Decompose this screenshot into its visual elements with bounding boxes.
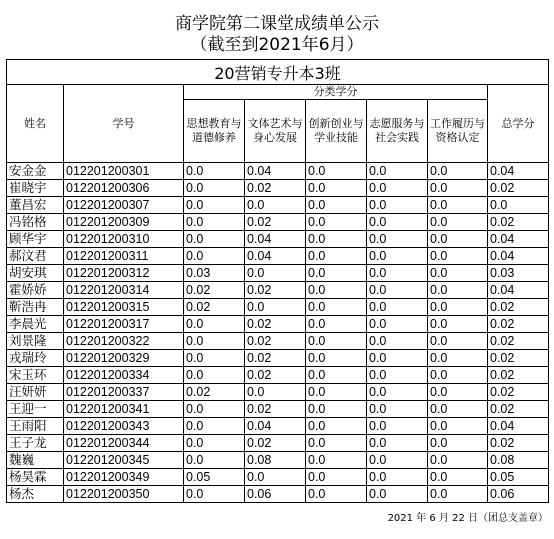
credit-cat2: 0.02 bbox=[245, 180, 306, 197]
student-id: 012201200343 bbox=[64, 418, 184, 435]
credit-cat4: 0.0 bbox=[367, 197, 428, 214]
student-id: 012201200310 bbox=[64, 231, 184, 248]
student-name: 安金金 bbox=[7, 163, 64, 180]
credit-cat2: 0.02 bbox=[245, 214, 306, 231]
student-id: 012201200334 bbox=[64, 367, 184, 384]
student-name: 冯铭格 bbox=[7, 214, 64, 231]
credit-total: 0.05 bbox=[488, 469, 549, 486]
credit-cat3: 0.0 bbox=[306, 180, 367, 197]
table-row bbox=[7, 384, 549, 401]
credit-cat5: 0.0 bbox=[428, 163, 488, 180]
footer-date-stamp: 2021 年 6 月 22 日（团总支盖章） bbox=[387, 513, 548, 524]
credit-cat2: 0.0 bbox=[245, 265, 306, 282]
student-name: 宋玉环 bbox=[7, 367, 64, 384]
credit-cat2: 0.0 bbox=[245, 299, 306, 316]
student-id: 012201200315 bbox=[64, 299, 184, 316]
credit-cat4: 0.0 bbox=[367, 384, 428, 401]
credit-cat4: 0.0 bbox=[367, 418, 428, 435]
header-student-id: 学号 bbox=[64, 85, 184, 163]
credit-cat5: 0.0 bbox=[428, 435, 488, 452]
table-row bbox=[7, 180, 549, 197]
student-id: 012201200307 bbox=[64, 197, 184, 214]
credit-cat1: 0.02 bbox=[184, 282, 245, 299]
student-id: 012201200322 bbox=[64, 333, 184, 350]
credit-cat4: 0.0 bbox=[367, 469, 428, 486]
credit-cat5: 0.0 bbox=[428, 231, 488, 248]
credit-cat4: 0.0 bbox=[367, 282, 428, 299]
credit-cat2: 0.02 bbox=[245, 333, 306, 350]
table-row bbox=[7, 469, 549, 486]
credit-cat4: 0.0 bbox=[367, 367, 428, 384]
student-name: 崔晓宇 bbox=[7, 180, 64, 197]
student-id: 012201200344 bbox=[64, 435, 184, 452]
student-id: 012201200349 bbox=[64, 469, 184, 486]
credit-cat3: 0.0 bbox=[306, 248, 367, 265]
credit-cat2: 0.04 bbox=[245, 418, 306, 435]
credit-cat3: 0.0 bbox=[306, 214, 367, 231]
credit-cat4: 0.0 bbox=[367, 486, 428, 503]
credit-cat2: 0.02 bbox=[245, 282, 306, 299]
table-row bbox=[7, 265, 549, 282]
credit-total: 0.04 bbox=[488, 418, 549, 435]
credit-total: 0.02 bbox=[488, 435, 549, 452]
credit-cat4: 0.0 bbox=[367, 231, 428, 248]
credit-cat1: 0.02 bbox=[184, 384, 245, 401]
credit-total: 0.06 bbox=[488, 486, 549, 503]
credit-cat3: 0.0 bbox=[306, 197, 367, 214]
credit-cat4: 0.0 bbox=[367, 316, 428, 333]
credit-cat1: 0.0 bbox=[184, 452, 245, 469]
student-name: 戎瑞玲 bbox=[7, 350, 64, 367]
header-cat2: 文体艺术与身心发展 bbox=[245, 100, 306, 163]
credit-cat5: 0.0 bbox=[428, 452, 488, 469]
credit-total: 0.04 bbox=[488, 163, 549, 180]
document-subtitle: （截至到2021年6月） bbox=[190, 35, 364, 55]
credit-cat2: 0.06 bbox=[245, 486, 306, 503]
credit-cat4: 0.0 bbox=[367, 214, 428, 231]
credit-cat3: 0.0 bbox=[306, 350, 367, 367]
credit-cat3: 0.0 bbox=[306, 265, 367, 282]
credit-cat3: 0.0 bbox=[306, 486, 367, 503]
credit-cat5: 0.0 bbox=[428, 333, 488, 350]
student-name: 顾华宇 bbox=[7, 231, 64, 248]
credit-cat3: 0.0 bbox=[306, 401, 367, 418]
credit-cat5: 0.0 bbox=[428, 350, 488, 367]
student-name: 靳浩冉 bbox=[7, 299, 64, 316]
credit-cat3: 0.0 bbox=[306, 452, 367, 469]
student-name: 汪妍妍 bbox=[7, 384, 64, 401]
credit-cat1: 0.0 bbox=[184, 180, 245, 197]
student-name: 胡安琪 bbox=[7, 265, 64, 282]
table-row bbox=[7, 248, 549, 265]
student-id: 012201200337 bbox=[64, 384, 184, 401]
student-id: 012201200345 bbox=[64, 452, 184, 469]
student-name: 霍娇娇 bbox=[7, 282, 64, 299]
student-name: 刘景隆 bbox=[7, 333, 64, 350]
credit-cat3: 0.0 bbox=[306, 435, 367, 452]
credit-cat1: 0.0 bbox=[184, 401, 245, 418]
credit-cat3: 0.0 bbox=[306, 316, 367, 333]
student-id: 012201200317 bbox=[64, 316, 184, 333]
credit-cat4: 0.0 bbox=[367, 299, 428, 316]
document-title: 商学院第二课堂成绩单公示 bbox=[175, 14, 379, 34]
credit-cat4: 0.0 bbox=[367, 350, 428, 367]
credit-cat1: 0.0 bbox=[184, 418, 245, 435]
student-id: 012201200306 bbox=[64, 180, 184, 197]
table-row bbox=[7, 214, 549, 231]
table-row bbox=[7, 333, 549, 350]
table-row bbox=[7, 418, 549, 435]
credit-cat3: 0.0 bbox=[306, 299, 367, 316]
credit-total: 0.02 bbox=[488, 367, 549, 384]
credit-cat4: 0.0 bbox=[367, 180, 428, 197]
credit-cat1: 0.0 bbox=[184, 231, 245, 248]
credit-cat3: 0.0 bbox=[306, 469, 367, 486]
table-row bbox=[7, 401, 549, 418]
credit-cat5: 0.0 bbox=[428, 265, 488, 282]
credit-cat4: 0.0 bbox=[367, 163, 428, 180]
header-cat3: 创新创业与学业技能 bbox=[306, 100, 367, 163]
student-id: 012201200309 bbox=[64, 214, 184, 231]
credit-cat5: 0.0 bbox=[428, 418, 488, 435]
credit-cat4: 0.0 bbox=[367, 333, 428, 350]
credit-cat5: 0.0 bbox=[428, 469, 488, 486]
header-cat4: 志愿服务与社会实践 bbox=[367, 100, 428, 163]
credit-cat1: 0.0 bbox=[184, 350, 245, 367]
credit-cat1: 0.03 bbox=[184, 265, 245, 282]
table-body bbox=[7, 163, 549, 503]
credit-cat5: 0.0 bbox=[428, 248, 488, 265]
credit-cat1: 0.0 bbox=[184, 435, 245, 452]
credit-total: 0.02 bbox=[488, 299, 549, 316]
table-row bbox=[7, 231, 549, 248]
header-cat1: 思想教育与道德修养 bbox=[184, 100, 245, 163]
table-row bbox=[7, 163, 549, 180]
credit-cat5: 0.0 bbox=[428, 282, 488, 299]
credit-cat3: 0.0 bbox=[306, 384, 367, 401]
grades-table bbox=[6, 59, 549, 503]
student-name: 王雨阳 bbox=[7, 418, 64, 435]
credit-cat1: 0.0 bbox=[184, 367, 245, 384]
table-row bbox=[7, 299, 549, 316]
student-name: 王迎一 bbox=[7, 401, 64, 418]
credit-cat3: 0.0 bbox=[306, 282, 367, 299]
table-row bbox=[7, 435, 549, 452]
credit-total: 0.04 bbox=[488, 282, 549, 299]
credit-cat5: 0.0 bbox=[428, 197, 488, 214]
credit-cat5: 0.0 bbox=[428, 367, 488, 384]
credit-cat2: 0.02 bbox=[245, 316, 306, 333]
table-row bbox=[7, 197, 549, 214]
credit-cat2: 0.02 bbox=[245, 350, 306, 367]
class-name: 20营销专升本3班 bbox=[7, 60, 549, 85]
credit-cat3: 0.0 bbox=[306, 418, 367, 435]
credit-cat5: 0.0 bbox=[428, 316, 488, 333]
credit-cat1: 0.05 bbox=[184, 469, 245, 486]
credit-cat4: 0.0 bbox=[367, 452, 428, 469]
credit-cat5: 0.0 bbox=[428, 486, 488, 503]
credit-total: 0.04 bbox=[488, 248, 549, 265]
credit-cat2: 0.02 bbox=[245, 367, 306, 384]
header-name: 姓名 bbox=[7, 85, 64, 163]
credit-cat2: 0.02 bbox=[245, 401, 306, 418]
table-row bbox=[7, 316, 549, 333]
transcript-sheet bbox=[6, 14, 548, 503]
table-row bbox=[7, 350, 549, 367]
credit-total: 0.02 bbox=[488, 384, 549, 401]
credit-cat2: 0.0 bbox=[245, 384, 306, 401]
credit-total: 0.02 bbox=[488, 316, 549, 333]
credit-cat3: 0.0 bbox=[306, 333, 367, 350]
credit-total: 0.03 bbox=[488, 265, 549, 282]
table-row bbox=[7, 282, 549, 299]
credit-cat2: 0.04 bbox=[245, 248, 306, 265]
credit-cat2: 0.0 bbox=[245, 469, 306, 486]
student-name: 郝汶君 bbox=[7, 248, 64, 265]
credit-cat1: 0.0 bbox=[184, 316, 245, 333]
credit-cat2: 0.02 bbox=[245, 435, 306, 452]
student-id: 012201200312 bbox=[64, 265, 184, 282]
credit-cat2: 0.0 bbox=[245, 197, 306, 214]
credit-cat4: 0.0 bbox=[367, 265, 428, 282]
credit-total: 0.02 bbox=[488, 401, 549, 418]
table-row bbox=[7, 452, 549, 469]
credit-total: 0.04 bbox=[488, 231, 549, 248]
header-category-group: 分类学分 bbox=[184, 85, 488, 100]
student-name: 杨杰 bbox=[7, 486, 64, 503]
credit-total: 0.08 bbox=[488, 452, 549, 469]
credit-total: 0.02 bbox=[488, 333, 549, 350]
credit-cat1: 0.0 bbox=[184, 163, 245, 180]
credit-cat5: 0.0 bbox=[428, 299, 488, 316]
student-id: 012201200341 bbox=[64, 401, 184, 418]
credit-cat1: 0.0 bbox=[184, 197, 245, 214]
credit-cat1: 0.0 bbox=[184, 248, 245, 265]
credit-cat1: 0.0 bbox=[184, 486, 245, 503]
student-id: 012201200301 bbox=[64, 163, 184, 180]
student-id: 012201200350 bbox=[64, 486, 184, 503]
header-cat5: 工作履历与资格认定 bbox=[428, 100, 488, 163]
student-name: 杨昊霖 bbox=[7, 469, 64, 486]
credit-cat5: 0.0 bbox=[428, 214, 488, 231]
student-id: 012201200329 bbox=[64, 350, 184, 367]
student-name: 李晨光 bbox=[7, 316, 64, 333]
credit-total: 0.02 bbox=[488, 350, 549, 367]
student-name: 董昌宏 bbox=[7, 197, 64, 214]
credit-total: 0.0 bbox=[488, 197, 549, 214]
credit-cat1: 0.0 bbox=[184, 333, 245, 350]
table-row bbox=[7, 486, 549, 503]
credit-total: 0.02 bbox=[488, 214, 549, 231]
student-name: 王子龙 bbox=[7, 435, 64, 452]
credit-cat1: 0.0 bbox=[184, 214, 245, 231]
credit-cat3: 0.0 bbox=[306, 163, 367, 180]
credit-cat4: 0.0 bbox=[367, 435, 428, 452]
credit-cat4: 0.0 bbox=[367, 401, 428, 418]
credit-cat3: 0.0 bbox=[306, 231, 367, 248]
credit-cat2: 0.04 bbox=[245, 163, 306, 180]
table-row bbox=[7, 367, 549, 384]
credit-cat5: 0.0 bbox=[428, 401, 488, 418]
credit-cat5: 0.0 bbox=[428, 180, 488, 197]
credit-total: 0.02 bbox=[488, 180, 549, 197]
student-id: 012201200311 bbox=[64, 248, 184, 265]
student-id: 012201200314 bbox=[64, 282, 184, 299]
credit-cat4: 0.0 bbox=[367, 248, 428, 265]
student-name: 魏巍 bbox=[7, 452, 64, 469]
credit-cat1: 0.02 bbox=[184, 299, 245, 316]
credit-cat2: 0.08 bbox=[245, 452, 306, 469]
credit-cat5: 0.0 bbox=[428, 384, 488, 401]
credit-cat3: 0.0 bbox=[306, 367, 367, 384]
header-total: 总学分 bbox=[488, 85, 549, 163]
credit-cat2: 0.04 bbox=[245, 231, 306, 248]
